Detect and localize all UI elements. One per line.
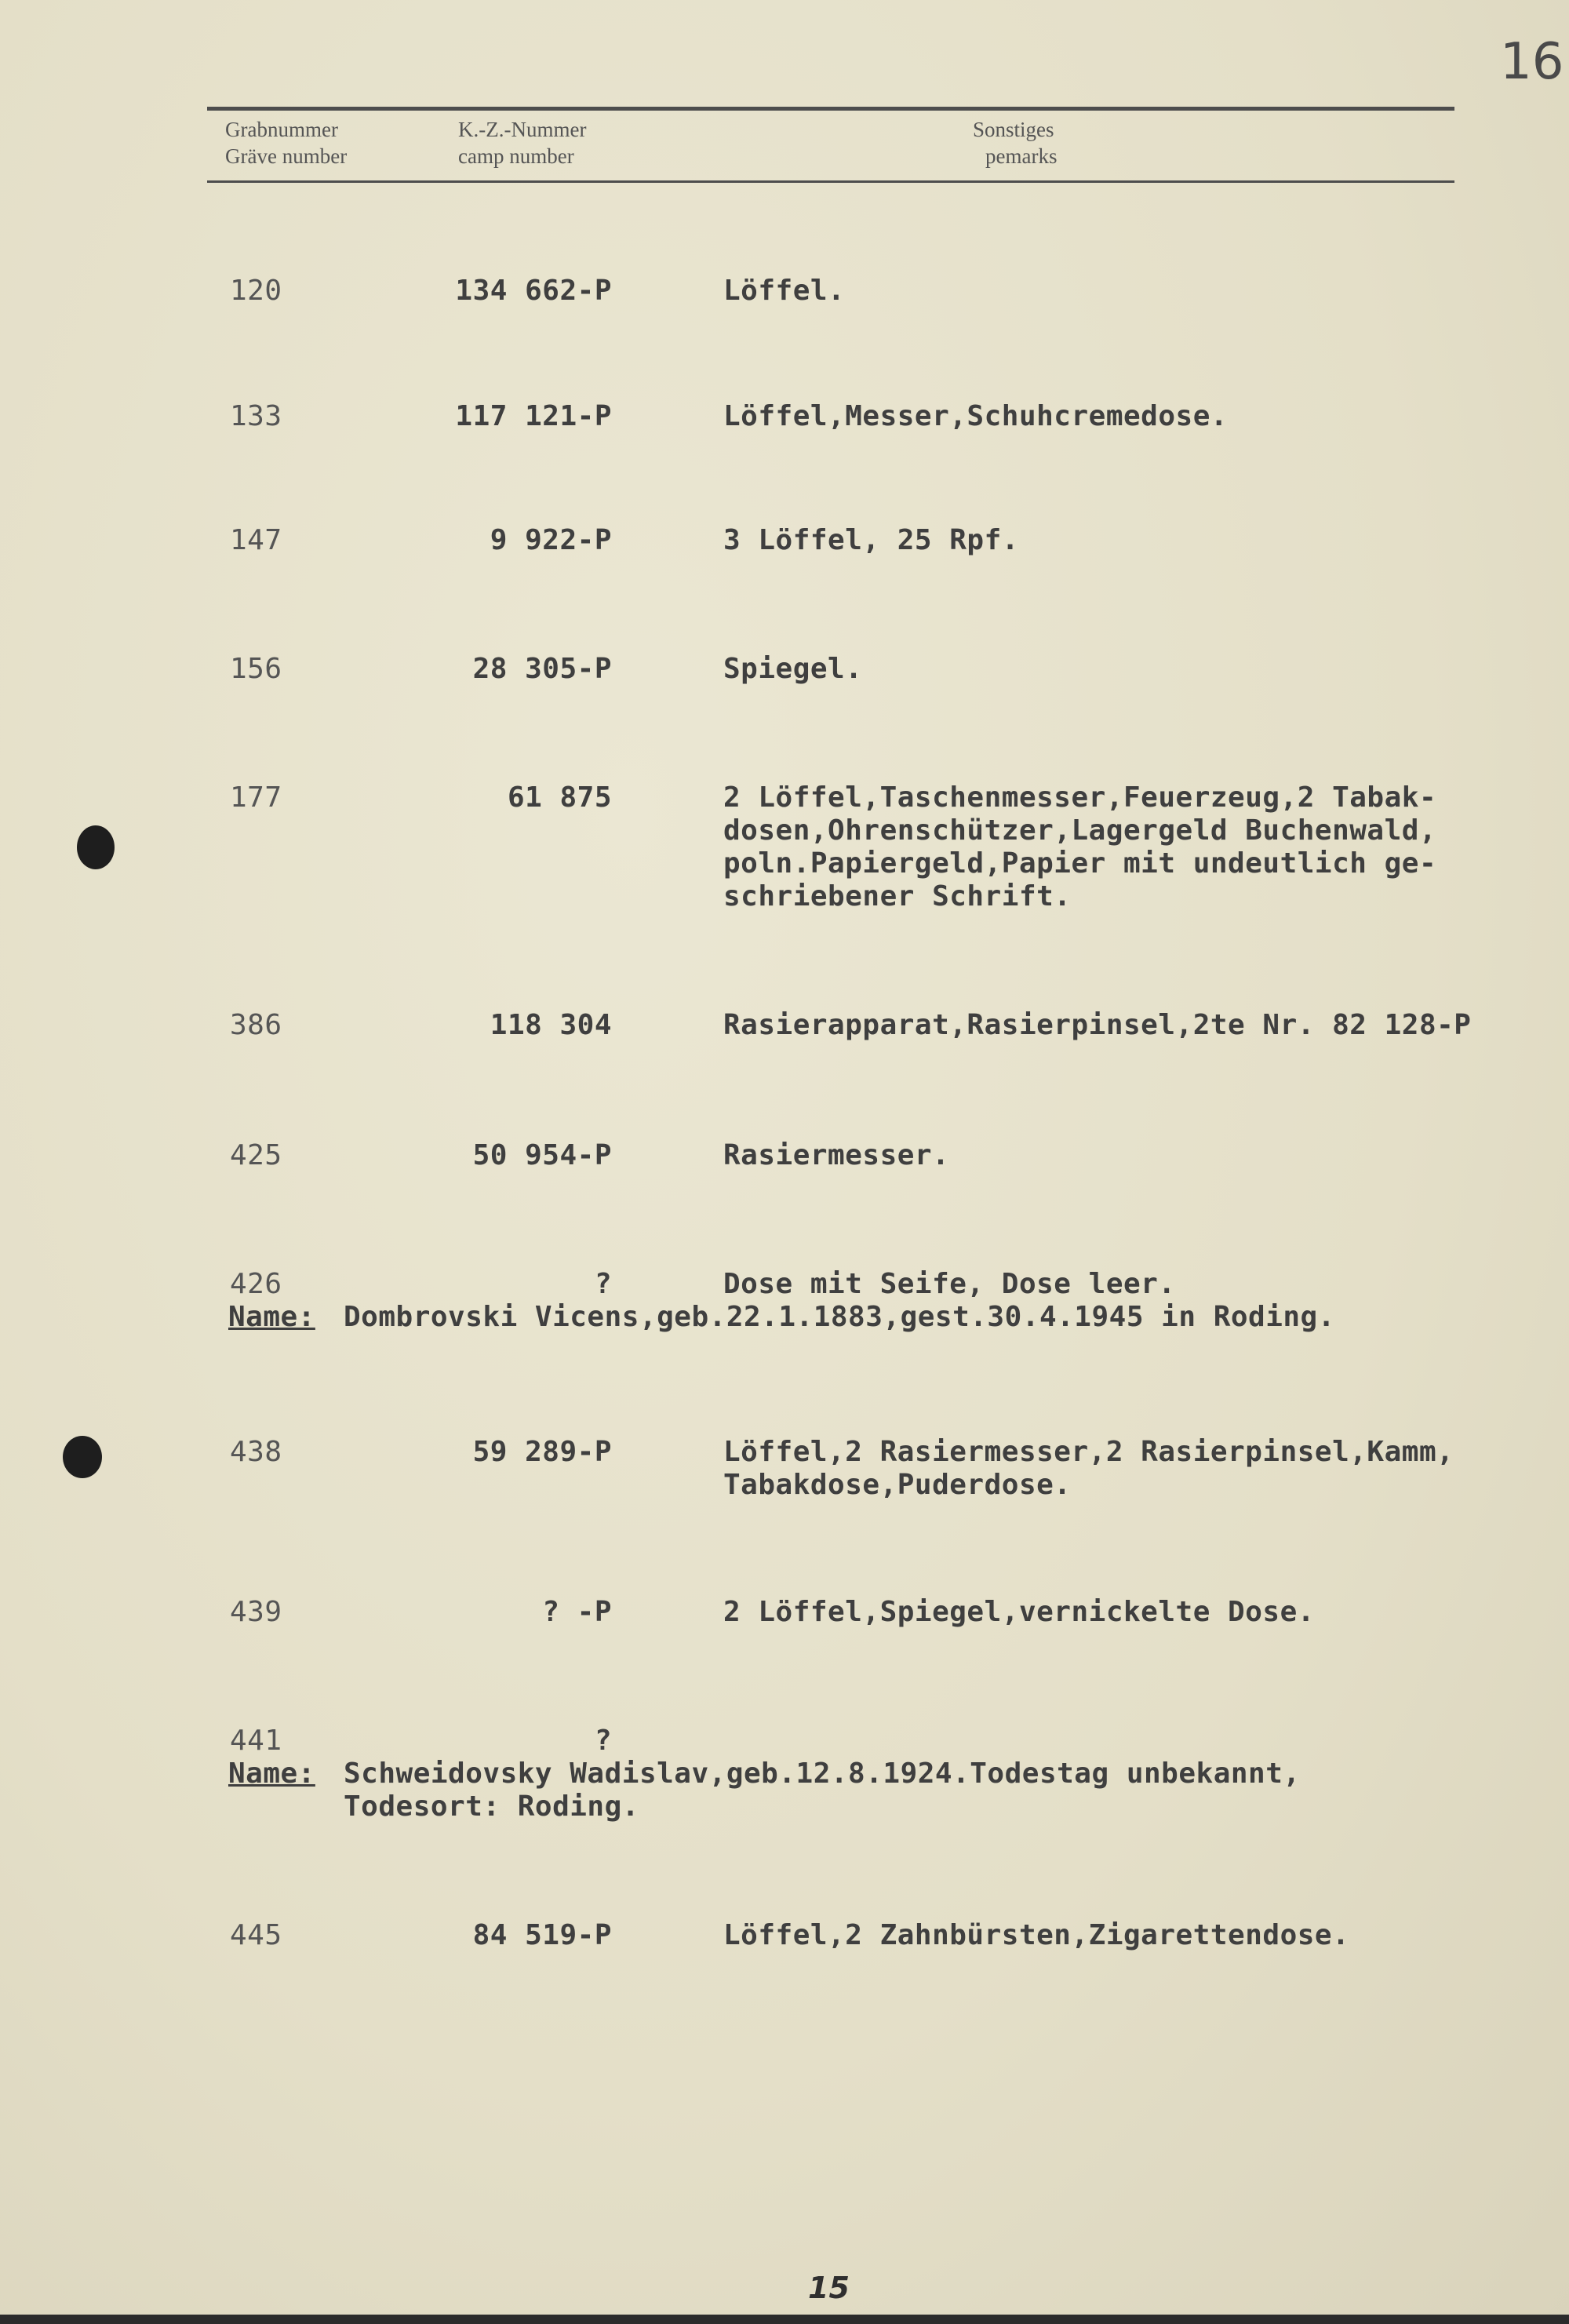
header-camp-de: K.-Z.-Nummer: [458, 118, 587, 141]
remarks-line: Löffel,Messer,Schuhcremedose.: [723, 400, 1229, 432]
grave-number: 441: [230, 1725, 282, 1757]
camp-number: ?: [594, 1725, 612, 1757]
grave-number: 177: [230, 781, 282, 814]
name-label: Name:: [228, 1758, 315, 1790]
header-remarks-en: pemarks: [985, 144, 1058, 168]
punch-hole-bottom: [63, 1436, 102, 1478]
remarks-line: Rasierapparat,Rasierpinsel,2te Nr. 82 128-P: [723, 1009, 1472, 1041]
grave-number: 120: [230, 275, 282, 307]
remarks-line: Dose mit Seife, Dose leer.: [723, 1268, 1176, 1300]
camp-number: 117 121-P: [455, 400, 612, 432]
header-camp-number: [458, 116, 586, 169]
grave-number: 156: [230, 653, 282, 685]
grave-number: 386: [230, 1009, 282, 1041]
grave-number: 425: [230, 1139, 282, 1171]
header-remarks: [971, 116, 1057, 169]
remarks-line: Löffel,2 Rasiermesser,2 Rasierpinsel,Kamm,: [723, 1436, 1454, 1468]
remarks-line: Rasiermesser.: [723, 1139, 950, 1171]
camp-number: ? -P: [542, 1596, 612, 1628]
header-rule-bottom: [207, 180, 1454, 183]
header-remarks-de: Sonstiges: [973, 118, 1054, 141]
camp-number: 59 289-P: [472, 1436, 612, 1468]
remarks-line: poln.Papiergeld,Papier mit undeutlich ge-: [723, 847, 1437, 880]
header-rule-top: [207, 107, 1454, 111]
remarks-line: dosen,Ohrenschützer,Lagergeld Buchenwald,: [723, 814, 1437, 847]
camp-number: 9 922-P: [490, 524, 612, 556]
grave-number: 133: [230, 400, 282, 432]
name-text-line: Schweidovsky Wadislav,geb.12.8.1924.Todestag unbekannt,: [344, 1758, 1301, 1790]
grave-number: 445: [230, 1919, 282, 1951]
camp-number: 50 954-P: [472, 1139, 612, 1171]
remarks-line: 2 Löffel,Taschenmesser,Feuerzeug,2 Tabak-: [723, 781, 1437, 814]
camp-number: 28 305-P: [472, 653, 612, 685]
header-grave-en: Gräve number: [225, 144, 348, 168]
camp-number: 84 519-P: [472, 1919, 612, 1951]
camp-number: 61 875: [507, 781, 612, 814]
grave-number: 426: [230, 1268, 282, 1300]
remarks-line: Löffel.: [723, 275, 846, 307]
remarks-line: Tabakdose,Puderdose.: [723, 1469, 1072, 1501]
remarks-line: schriebener Schrift.: [723, 880, 1072, 912]
remarks-line: 2 Löffel,Spiegel,vernickelte Dose.: [723, 1596, 1315, 1628]
remarks-line: 3 Löffel, 25 Rpf.: [723, 524, 1019, 556]
remarks-line: Spiegel.: [723, 653, 863, 685]
grave-number: 147: [230, 524, 282, 556]
grave-number: 439: [230, 1596, 282, 1628]
page-number-top: 16: [1500, 33, 1564, 91]
grave-number: 438: [230, 1436, 282, 1468]
name-text-line: Todesort: Roding.: [344, 1790, 639, 1823]
camp-number: 134 662-P: [455, 275, 612, 307]
punch-hole-top: [77, 825, 115, 869]
header-camp-en: camp number: [458, 144, 574, 168]
remarks-line: Löffel,2 Zahnbürsten,Zigarettendose.: [723, 1919, 1350, 1951]
camp-number: 118 304: [490, 1009, 612, 1041]
header-grave-de: Grabnummer: [225, 118, 338, 141]
header-grave-number: [225, 116, 347, 169]
name-text-line: Dombrovski Vicens,geb.22.1.1883,gest.30.4.1945 in Roding.: [344, 1301, 1335, 1333]
page-number-bottom: 15: [808, 2271, 850, 2305]
name-label: Name:: [228, 1301, 315, 1333]
page-bottom-edge: [0, 2315, 1569, 2324]
camp-number: ?: [594, 1268, 612, 1300]
